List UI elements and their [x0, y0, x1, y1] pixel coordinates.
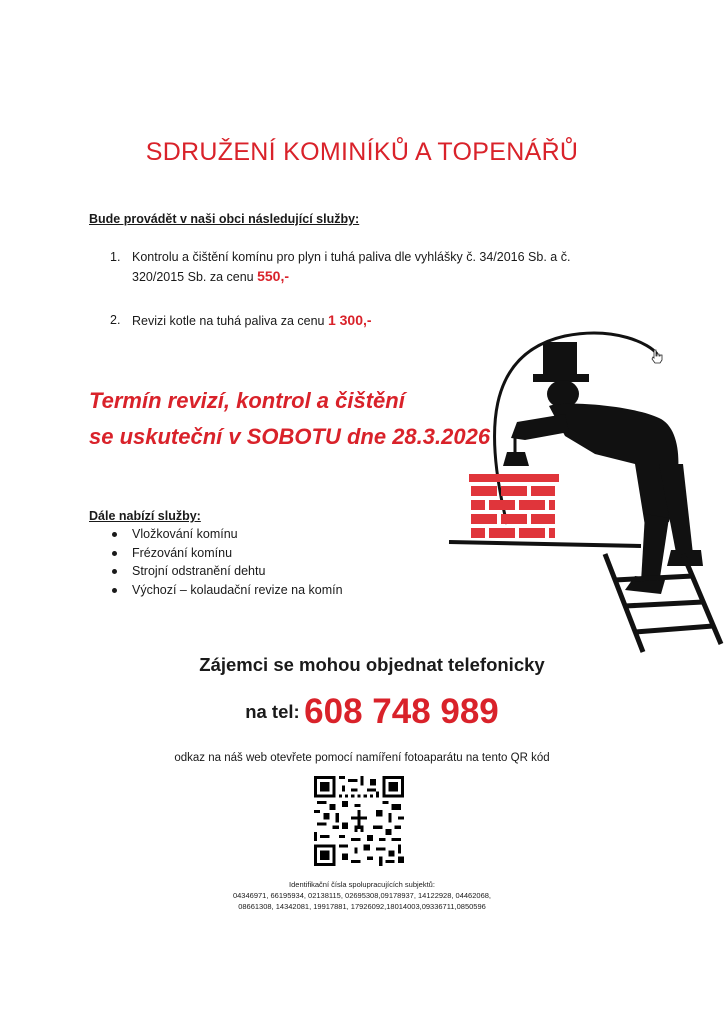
service-item-number: 2. — [110, 313, 121, 327]
chimney-icon — [469, 474, 559, 538]
service-item-text: Kontrolu a čištění komínu pro plyn i tuhá paliva dle vyhlášky č. 34/2016 Sb. a č. 320/2015 Sb. za cenu — [132, 250, 571, 284]
phone-label: na tel: — [245, 701, 300, 722]
list-item-label: Vložkování komínu — [132, 527, 238, 541]
partner-ids — [0, 879, 724, 912]
qr-code[interactable] — [314, 776, 404, 866]
phone-number[interactable]: 608 748 989 — [304, 692, 499, 731]
list-item — [112, 544, 343, 563]
services-heading: Bude provádět v naši obci následující služby: — [89, 212, 360, 226]
partner-ids-line: 08661308, 14342081, 19917881, 17926092,18014003,09336711,0850596 — [238, 902, 486, 911]
list-item — [112, 525, 343, 544]
term-line-2: se uskuteční v SOBOTU dne 28.3.2026 — [89, 424, 491, 449]
partner-ids-line: 04346971, 66195934, 02138115, 02695308,09178937, 14122928, 04462068, — [232, 891, 492, 900]
ladder-icon — [605, 554, 721, 652]
list-item-label: Výchozí – kolaudační revize na komín — [132, 582, 343, 597]
chimney-sweep-illustration — [445, 314, 724, 654]
page-title: SDRUŽENÍ KOMINÍKŮ A TOPENÁŘŮ — [145, 138, 579, 166]
list-item — [112, 581, 343, 600]
list-item — [112, 562, 343, 581]
list-item-label: Strojní odstranění dehtu — [132, 564, 266, 578]
service-item-text: Revizi kotle na tuhá paliva za cenu — [132, 314, 325, 328]
term-line-1: Termín revizí, kontrol a čištění — [89, 388, 405, 413]
service-item-price: 1 300,- — [327, 312, 372, 328]
partner-ids-heading: Identifikační čísla spolupracujících subjektů: — [289, 880, 435, 889]
hand-cursor-icon — [649, 348, 665, 364]
qr-instructions: odkaz na náš web otevřete pomocí namíření fotoaparátu na tento QR kód — [174, 752, 550, 764]
service-item-1 — [110, 248, 610, 287]
roof-line — [449, 542, 641, 546]
service-item-number: 1. — [110, 250, 121, 264]
bullet-icon — [112, 588, 117, 593]
bullet-icon — [112, 532, 117, 537]
phone-row — [0, 692, 724, 732]
service-item-price: 550,- — [257, 268, 290, 284]
extra-services-heading: Dále nabízí služby: — [89, 509, 201, 523]
bullet-icon — [112, 551, 117, 556]
bullet-icon — [112, 569, 117, 574]
brush-head — [503, 452, 529, 466]
list-item-label: Frézování komínu — [132, 545, 233, 560]
order-by-phone-heading: Zájemci se mohou objednat telefonicky — [199, 654, 545, 675]
extra-services-list — [112, 525, 343, 599]
